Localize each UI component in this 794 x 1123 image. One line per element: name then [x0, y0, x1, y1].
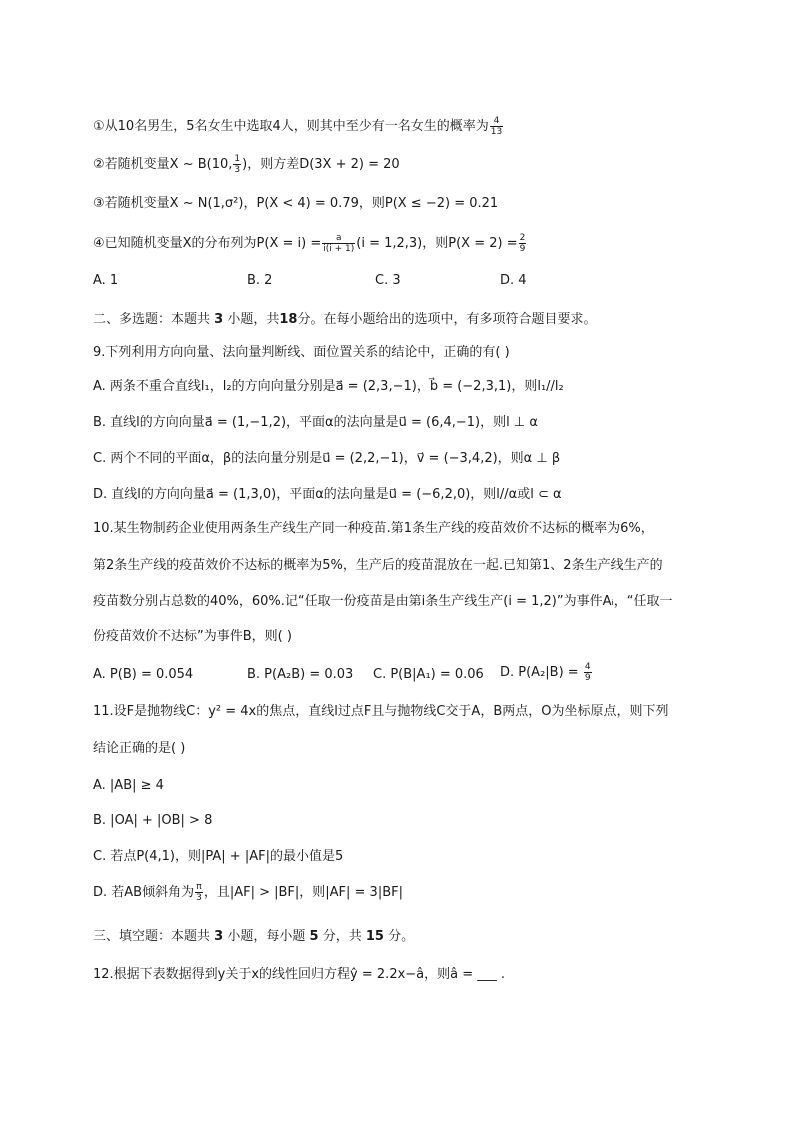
fraction: $\frac{4}{9}$	[584, 662, 591, 683]
q8-option-b: B. 2	[247, 273, 273, 288]
q8-statement-2-text-b: )，则方差D(3X + 2) = 20	[242, 157, 400, 172]
fraction: $\frac{4}{13}$	[490, 116, 503, 137]
q9-option-d: D. 直线l的方向向量a⃗ = (1,3,0)，平面α的法向量是u⃗ = (−6,2,0)，则l//α或l ⊂ α	[93, 487, 562, 502]
q8-statement-4-text-b: (i = 1,2,3)，则P(X = 2) =	[356, 236, 518, 251]
q8-option-a: A. 1	[93, 273, 119, 288]
q9-option-b: B. 直线l的方向向量a⃗ = (1,−1,2)，平面α的法向量是u⃗ = (6,4,−1)，则l ⊥ α	[93, 415, 538, 430]
q8-statement-1	[93, 116, 504, 137]
q9-stem: 9.下列利用方向向量、法向量判断线、面位置关系的结论中，正确的有( )	[93, 345, 510, 360]
q10-stem-line-1: 10.某生物制药企业使用两条生产线生产同一种疫苗.第1条生产线的疫苗效价不达标的概率为6%，	[93, 521, 654, 536]
q8-statement-1-text: ①从10名男生，5名女生中选取4人，则其中至少有一名女生的概率为	[93, 119, 489, 134]
fraction: $\frac{1}{3}$	[234, 154, 241, 175]
q8-option-c: C. 3	[375, 273, 401, 288]
q10-stem-line-2: 第2条生产线的疫苗效价不达标的概率为5%，生产后的疫苗混放在一起.已知第1、2条生产线生产的	[93, 558, 663, 573]
q11-option-c: C. 若点P(4,1)，则|PA| + |AF|的最小值是5	[93, 849, 344, 864]
q9-option-a: A. 两条不重合直线l₁，l₂的方向向量分别是a⃗ = (2,3,−1)，b⃗ = (−2,3,1)，则l₁//l₂	[93, 379, 564, 394]
q10-option-a: A. P(B) = 0.054	[93, 667, 194, 682]
q11-stem-line-1: 11.设F是抛物线C：y² = 4x的焦点，直线l过点F且与抛物线C交于A，B两点，O为坐标原点，则下列	[93, 704, 669, 719]
q8-statement-3	[93, 195, 498, 213]
q8-statement-2	[93, 154, 400, 175]
section-2-heading: 二、多选题：本题共 3 小题，共18分。在每小题给出的选项中，有多项符合题目要求。	[93, 312, 597, 327]
q8-statement-4	[93, 233, 527, 254]
q8-statement-2-text-a: ②若随机变量X ~ B(10,	[93, 157, 233, 172]
q10-option-d: D. P(A₂|B) = $\frac{4}{9}$	[500, 662, 591, 683]
q10-stem-line-4: 份疫苗效价不达标”为事件B，则( )	[93, 629, 292, 644]
q8-statement-4-text-a: ④已知随机变量X的分布列为P(X = i) =	[93, 236, 322, 251]
fraction: $\frac{\pi}{3}$	[196, 882, 202, 903]
q9-option-c: C. 两个不同的平面α，β的法向量分别是u⃗ = (2,2,−1)，v⃗ = (−3,4,2)，则α ⊥ β	[93, 451, 561, 466]
fraction: $\frac{2}{9}$	[519, 233, 526, 254]
q11-stem-line-2: 结论正确的是( )	[93, 741, 186, 756]
q10-stem-line-3: 疫苗数分别占总数的40%，60%.记“任取一份疫苗是由第i条生产线生产(i = 1,2)”为事件Aᵢ，“任取一	[93, 594, 673, 609]
fraction: $\frac{a}{i(i + 1)}$	[323, 233, 355, 254]
section-3-heading: 三、填空题：本题共 3 小题，每小题 5 分，共 15 分。	[93, 929, 415, 944]
q12-stem: 12.根据下表数据得到y关于x的线性回归方程ŷ = 2.2x−â，则â = ___ .	[93, 967, 506, 982]
q11-option-b: B. |OA| + |OB| > 8	[93, 813, 213, 828]
q11-option-d: D. 若AB倾斜角为 $\frac{\pi}{3}$ ，且|AF| > |BF|，则|AF| = 3|BF|	[93, 882, 403, 903]
q11-option-a: A. |AB| ≥ 4	[93, 778, 164, 793]
q10-option-b: B. P(A₂B) = 0.03	[247, 667, 354, 682]
q8-statement-3-text: ③若随机变量X ~ N(1,σ²)，P(X < 4) = 0.79，则P(X ≤ −2) = 0.21	[93, 196, 499, 211]
q10-option-c: C. P(B|A₁) = 0.06	[373, 667, 484, 682]
q8-option-d: D. 4	[500, 273, 527, 288]
